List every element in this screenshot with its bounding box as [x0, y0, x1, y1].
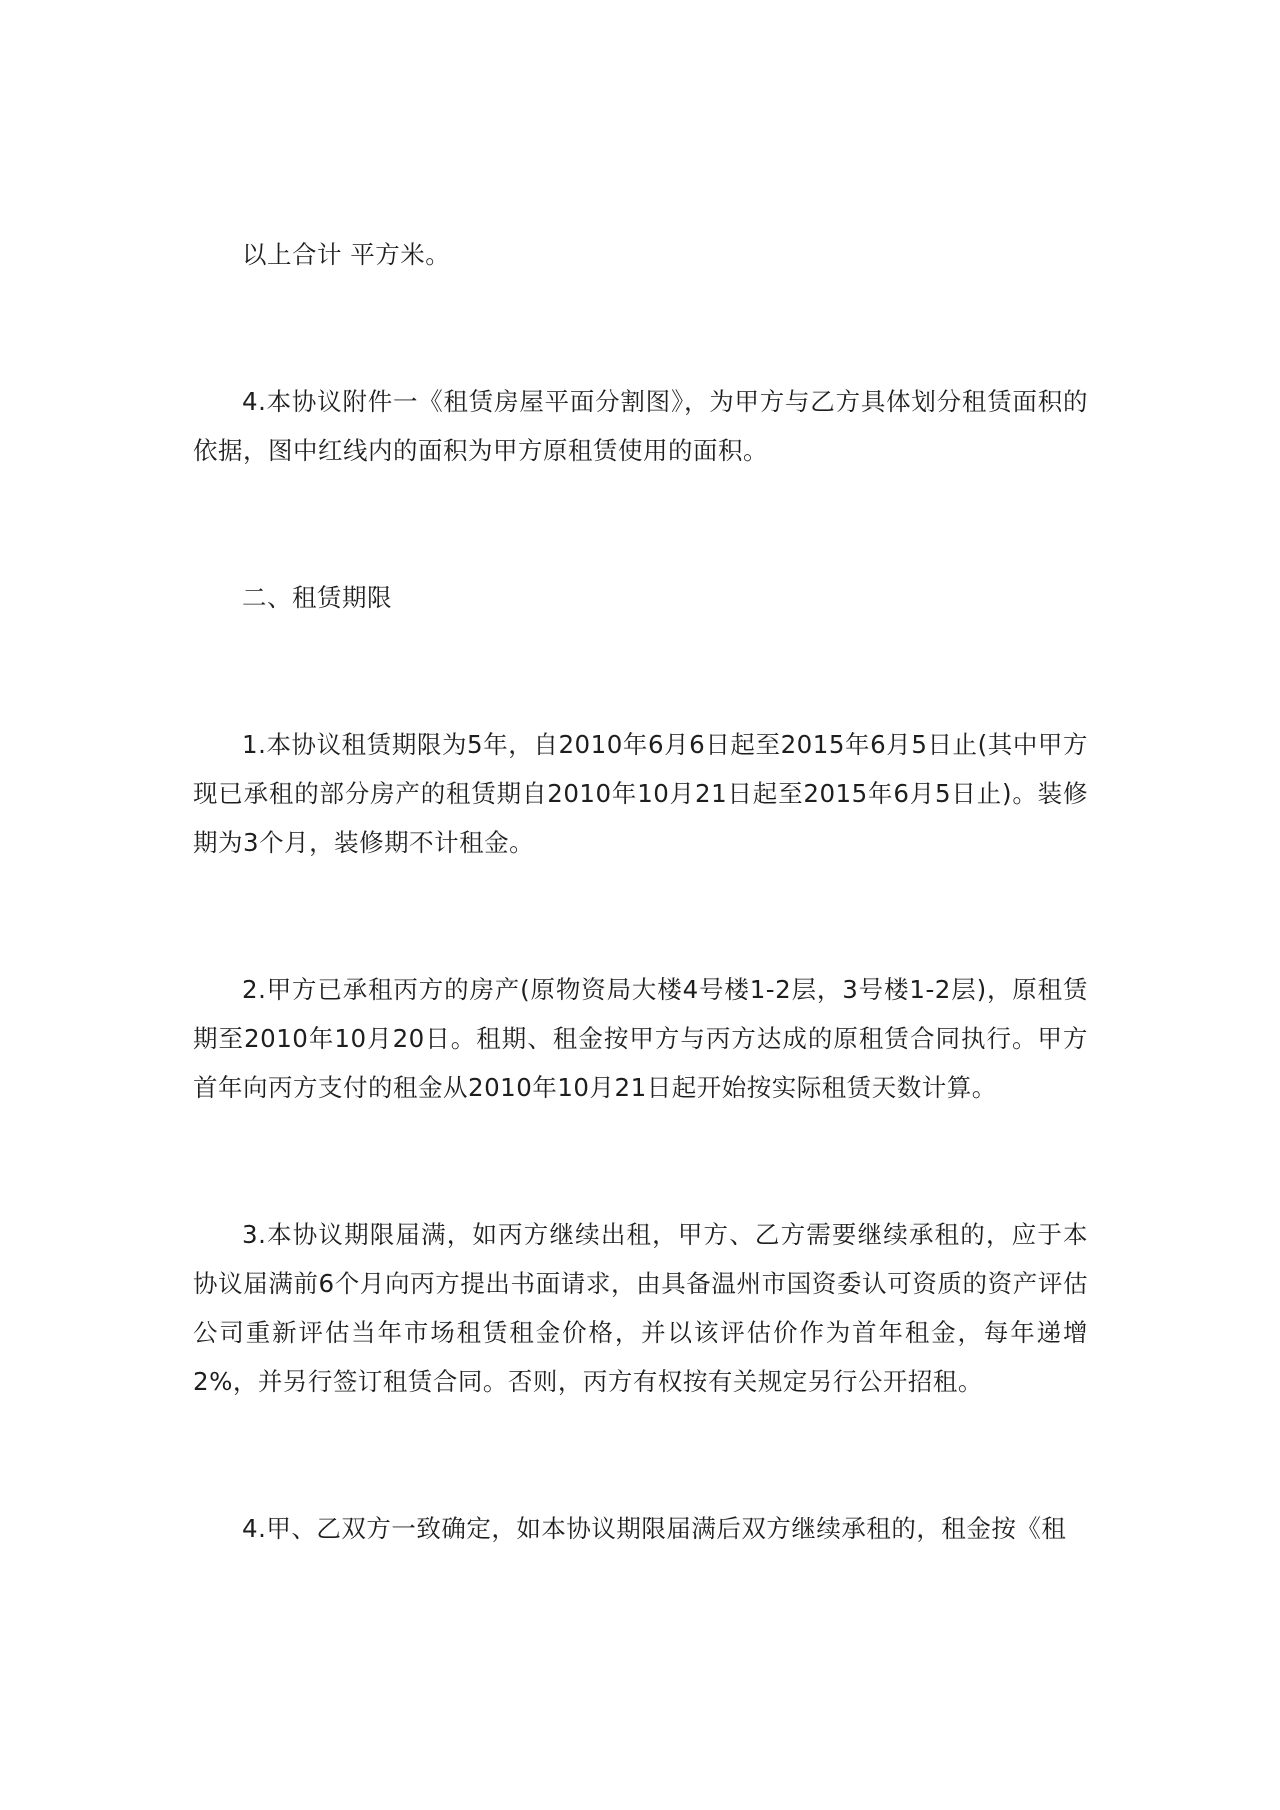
paragraph-lease-term-1: 1.本协议租赁期限为5年，自2010年6月6日起至2015年6月5日止(其中甲方现已承租的部分房产的租赁期自2010年10月21日起至2015年6月5日止)。装修期为3个月，装修期不计租金。: [193, 730, 1088, 857]
paragraph-lease-term-2: 2.甲方已承租丙方的房产(原物资局大楼4号楼1-2层，3号楼1-2层)，原租赁期至2010年10月20日。租期、租金按甲方与丙方达成的原租赁合同执行。甲方首年向丙方支付的租金从2010年10月21日起开始按实际租赁天数计算。: [193, 975, 1088, 1102]
section-heading-lease-term: 二、租赁期限: [242, 583, 392, 612]
document-body: [193, 230, 1088, 1651]
paragraph-total-area: 以上合计 平方米。: [242, 240, 451, 269]
paragraph-lease-term-4: 4.甲、乙双方一致确定，如本协议期限届满后双方继续承租的，租金按《租: [242, 1514, 1067, 1543]
paragraph-attachment-floor-plan: 4.本协议附件一《租赁房屋平面分割图》，为甲方与乙方具体划分租赁面积的依据，图中红线内的面积为甲方原租赁使用的面积。: [193, 387, 1088, 465]
paragraph-lease-term-3: 3.本协议期限届满，如丙方继续出租，甲方、乙方需要继续承租的，应于本协议届满前6个月向丙方提出书面请求，由具备温州市国资委认可资质的资产评估公司重新评估当年市场租赁租金价格，并以该评估价作为首年租金，每年递增2%，并另行签订租赁合同。否则，丙方有权按有关规定另行公开招租。: [193, 1220, 1088, 1396]
